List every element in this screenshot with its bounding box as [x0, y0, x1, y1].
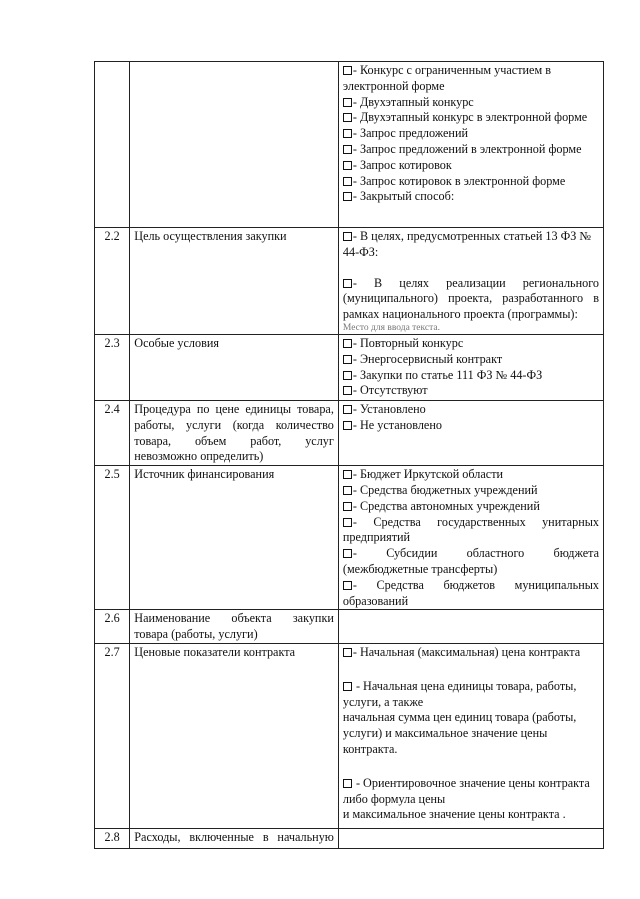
row-label	[130, 62, 339, 228]
option-item[interactable]: - Средства бюджетных учреждений	[343, 483, 599, 499]
option-item[interactable]: - Запрос котировок	[343, 158, 599, 174]
options-cell	[338, 62, 603, 228]
option-item[interactable]: - Запрос предложений в электронной форме	[343, 142, 599, 158]
option-subtext: либо формула цены	[342, 791, 446, 806]
checkbox-icon[interactable]	[343, 470, 352, 479]
option-subtext: начальная сумма цен единиц товара (работы,	[342, 710, 577, 725]
option-item[interactable]: - Средства автономных учреждений	[343, 499, 599, 515]
checkbox-icon[interactable]	[343, 502, 352, 511]
procurement-form-table	[94, 61, 604, 849]
checkbox-icon[interactable]	[343, 98, 352, 107]
checkbox-icon[interactable]	[343, 355, 352, 364]
checkbox-icon[interactable]	[343, 486, 352, 495]
option-item[interactable]: - Двухэтапный конкурс	[343, 95, 599, 111]
checkbox-icon[interactable]	[343, 421, 352, 430]
table-row	[95, 400, 604, 465]
options-cell	[338, 828, 603, 848]
options-cell	[338, 466, 603, 610]
option-item[interactable]: - Запрос котировок в электронной форме	[343, 174, 599, 190]
checkbox-icon[interactable]	[343, 66, 352, 75]
checkbox-icon[interactable]	[343, 129, 352, 138]
option-item[interactable]: - Средства бюджетов муниципальных образований	[342, 577, 599, 608]
table-row	[95, 828, 604, 848]
row-label: Источник финансирования	[130, 466, 339, 610]
option-item[interactable]: - Средства государственных унитарных предприятий	[342, 514, 599, 545]
option-item[interactable]: - В целях, предусмотренных статьей 13 ФЗ № 44-ФЗ:	[342, 229, 592, 259]
row-label: Ценовые показатели контракта	[130, 643, 339, 828]
option-item[interactable]: - Субсидии областного бюджета (межбюджетные трансферты)	[342, 546, 599, 576]
option-item[interactable]: - Ориентировочное значение цены контракта	[343, 776, 599, 792]
checkbox-icon[interactable]	[343, 145, 352, 154]
option-item[interactable]: - Закрытый способ:	[343, 189, 599, 205]
row-number	[95, 62, 130, 228]
row-label: Наименование объекта закупки товара (работы, услуги)	[130, 610, 339, 644]
row-number: 2.6	[95, 610, 130, 644]
option-item[interactable]: - Конкурс с ограниченным участием в электронной форме	[342, 63, 551, 93]
table-row	[95, 466, 604, 610]
checkbox-icon[interactable]	[343, 161, 352, 170]
table-row	[95, 62, 604, 228]
table-row	[95, 334, 604, 400]
option-item[interactable]: - Запрос предложений	[343, 126, 599, 142]
option-subtext: контракта.	[342, 741, 398, 756]
option-subtext: услуги) и максимальное значение цены	[342, 726, 548, 741]
option-subtext: и максимальное значение цены контракта .	[342, 807, 566, 822]
checkbox-icon[interactable]	[343, 232, 352, 241]
checkbox-icon[interactable]	[343, 192, 352, 201]
options-cell	[338, 228, 603, 335]
option-item[interactable]: - Не установлено	[343, 418, 599, 434]
row-number: 2.8	[95, 828, 130, 848]
row-number: 2.7	[95, 643, 130, 828]
option-item[interactable]: - Закупки по статье 111 ФЗ № 44-ФЗ	[343, 368, 599, 384]
option-item[interactable]: - Энергосервисный контракт	[343, 352, 599, 368]
options-cell	[338, 643, 603, 828]
checkbox-icon[interactable]	[343, 682, 352, 691]
row-label: Расходы, включенные в начальную	[130, 828, 339, 848]
checkbox-icon[interactable]	[343, 113, 352, 122]
row-number: 2.4	[95, 400, 130, 465]
row-label: Процедура по цене единицы товара, работы, услуги (когда количество товара, объем работ, услуг невозможно определить)	[130, 400, 339, 465]
checkbox-icon[interactable]	[343, 581, 352, 590]
checkbox-icon[interactable]	[343, 779, 352, 788]
option-item[interactable]: - Повторный конкурс	[343, 336, 599, 352]
table-row	[95, 228, 604, 335]
text-placeholder[interactable]: Место для ввода текста.	[342, 322, 440, 333]
option-item[interactable]: - Бюджет Иркутской области	[343, 467, 599, 483]
row-number: 2.2	[95, 228, 130, 335]
table-row	[95, 610, 604, 644]
checkbox-icon[interactable]	[343, 405, 352, 414]
option-item[interactable]: - В целях реализации регионального (муниципального) проекта, разработанного в рамках национального проекта (программы):	[342, 275, 599, 322]
checkbox-icon[interactable]	[343, 177, 352, 186]
option-item[interactable]: - Двухэтапный конкурс в электронной форме	[343, 110, 599, 126]
row-number: 2.3	[95, 334, 130, 400]
options-cell	[338, 334, 603, 400]
checkbox-icon[interactable]	[343, 371, 352, 380]
checkbox-icon[interactable]	[343, 648, 352, 657]
option-item[interactable]: - Отсутствуют	[343, 383, 599, 399]
checkbox-icon[interactable]	[343, 549, 352, 558]
options-cell	[338, 610, 603, 644]
option-item[interactable]: - Начальная (максимальная) цена контракта	[343, 645, 599, 661]
option-item[interactable]: - Начальная цена единицы товара, работы, услуги, а также	[342, 678, 577, 709]
checkbox-icon[interactable]	[343, 386, 352, 395]
checkbox-icon[interactable]	[343, 339, 352, 348]
option-item[interactable]: - Установлено	[343, 402, 599, 418]
row-label: Цель осуществления закупки	[130, 228, 339, 335]
options-cell	[338, 400, 603, 465]
checkbox-icon[interactable]	[343, 279, 352, 288]
row-label: Особые условия	[130, 334, 339, 400]
checkbox-icon[interactable]	[343, 518, 352, 527]
row-number: 2.5	[95, 466, 130, 610]
table-row	[95, 643, 604, 828]
